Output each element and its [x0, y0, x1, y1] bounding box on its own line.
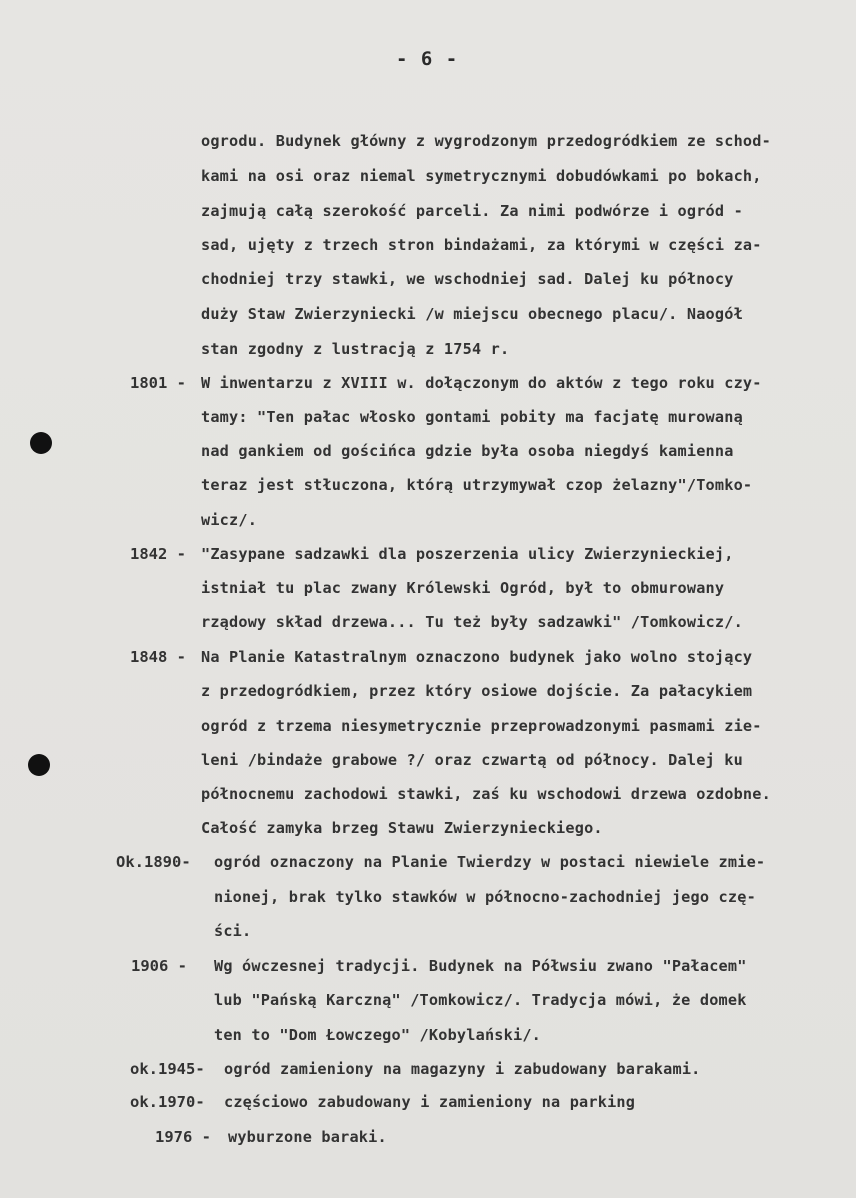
entry-year: ok.1970- — [130, 1093, 205, 1111]
text-line: istniał tu plac zwany Królewski Ogród, był to obmurowany — [201, 579, 725, 597]
text-line: kami na osi oraz niemal symetrycznymi dobudówkami po bokach, — [201, 167, 762, 185]
text-line: teraz jest stłuczona, którą utrzymywał czop żelazny"/Tomko- — [201, 476, 753, 494]
text-line: rządowy skład drzewa... Tu też były sadzawki" /Tomkowicz/. — [201, 613, 743, 631]
page-number: - 6 - — [396, 48, 459, 70]
text-line: leni /bindaże grabowe ?/ oraz czwartą od północy. Dalej ku — [201, 751, 743, 769]
text-line: duży Staw Zwierzyniecki /w miejscu obecnego placu/. Naogół — [201, 305, 743, 323]
entry-year: Ok.1890- — [116, 853, 191, 871]
text-line: ogród zamieniony na magazyny i zabudowany barakami. — [224, 1060, 701, 1078]
entry-year: 1976 - — [155, 1128, 211, 1146]
text-line: chodniej trzy stawki, we wschodniej sad. Dalej ku północy — [201, 270, 734, 288]
text-line: Wg ówczesnej tradycji. Budynek na Półwsiu zwano "Pałacem" — [214, 957, 747, 975]
text-line: lub "Pańską Karczną" /Tomkowicz/. Tradycja mówi, że domek — [214, 991, 747, 1009]
text-line: stan zgodny z lustracją z 1754 r. — [201, 340, 510, 358]
entry-year: 1906 - — [131, 957, 187, 975]
text-line: W inwentarzu z XVIII w. dołączonym do aktów z tego roku czy- — [201, 374, 762, 392]
text-line: sad, ujęty z trzech stron bindażami, za którymi w części za- — [201, 236, 762, 254]
punch-hole-lower — [28, 754, 50, 776]
text-line: ogród oznaczony na Planie Twierdzy w postaci niewiele zmie- — [214, 853, 766, 871]
text-line: z przedogródkiem, przez który osiowe dojście. Za pałacykiem — [201, 682, 753, 700]
text-line: wyburzone baraki. — [228, 1128, 387, 1146]
entry-year: 1842 - — [130, 545, 186, 563]
text-line: północnemu zachodowi stawki, zaś ku wschodowi drzewa ozdobne. — [201, 785, 771, 803]
text-line: ten to "Dom Łowczego" /Kobylański/. — [214, 1026, 542, 1044]
text-line: częściowo zabudowany i zamieniony na parking — [224, 1093, 636, 1111]
entry-year: ok.1945- — [130, 1060, 205, 1078]
punch-hole-upper — [30, 432, 52, 454]
text-line: ści. — [214, 922, 252, 940]
text-line: ogrodu. Budynek główny z wygrodzonym przedogródkiem ze schod- — [201, 132, 771, 150]
text-line: "Zasypane sadzawki dla poszerzenia ulicy Zwierzynieckiej, — [201, 545, 734, 563]
text-line: tamy: "Ten pałac włosko gontami pobity ma facjatę murowaną — [201, 408, 743, 426]
text-line: nionej, brak tylko stawków w północno-zachodniej jego czę- — [214, 888, 756, 906]
entry-year: 1801 - — [130, 374, 186, 392]
text-line: Na Planie Katastralnym oznaczono budynek jako wolno stojący — [201, 648, 753, 666]
entry-year: 1848 - — [130, 648, 186, 666]
text-line: zajmują całą szerokość parceli. Za nimi podwórze i ogród - — [201, 202, 743, 220]
text-line: Całość zamyka brzeg Stawu Zwierzynieckiego. — [201, 819, 603, 837]
text-line: wicz/. — [201, 511, 258, 529]
text-line: ogród z trzema niesymetrycznie przeprowadzonymi pasmami zie- — [201, 717, 762, 735]
text-line: nad gankiem od gościńca gdzie była osoba niegdyś kamienna — [201, 442, 734, 460]
